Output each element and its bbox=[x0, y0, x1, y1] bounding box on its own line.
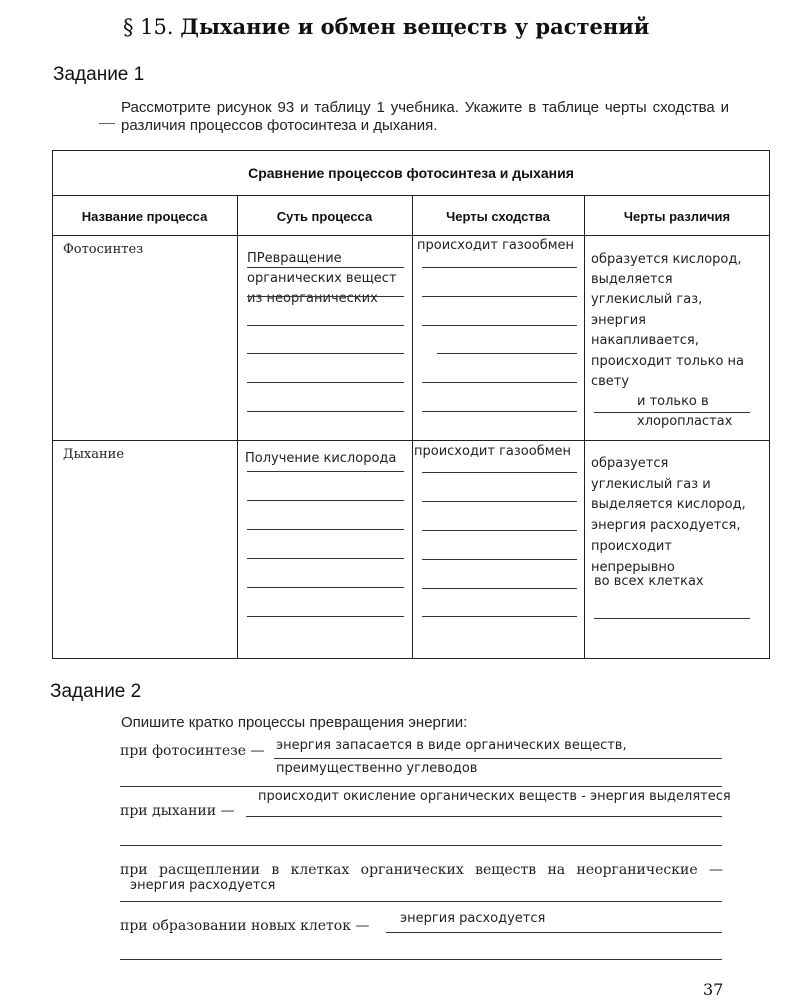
task1-heading: Задание 1 bbox=[53, 64, 145, 85]
respiration-difference-line[interactable]: во всех клетках bbox=[594, 574, 704, 589]
row-name-respiration: Дыхание bbox=[63, 447, 125, 462]
photosynthesis-similarity-line[interactable]: происходит газообмен bbox=[417, 238, 575, 253]
answer-line bbox=[120, 959, 722, 960]
respiration-difference-line[interactable]: углекислый газ и bbox=[591, 477, 711, 492]
energy-answer-breakdown[interactable]: энергия расходуется bbox=[130, 878, 276, 893]
table-divider bbox=[52, 440, 770, 441]
task1-instruction: Рассмотрите рисунок 93 и таблицу 1 учебника. Укажите в таблице черты сходства и различия процессов фотосинтеза и дыхания. bbox=[121, 99, 729, 134]
energy-answer-photosynthesis[interactable]: энергия запасается в виде органических веществ, bbox=[276, 738, 627, 753]
respiration-essence-line[interactable]: Получение кислорода bbox=[245, 451, 397, 466]
photosynthesis-difference-line[interactable]: энергия bbox=[591, 313, 646, 328]
column-header-difference: Черты различия bbox=[623, 208, 731, 224]
page-title bbox=[123, 14, 649, 39]
answer-line bbox=[247, 587, 404, 588]
answer-line bbox=[594, 618, 750, 619]
respiration-difference-line[interactable]: образуется bbox=[591, 456, 669, 471]
answer-line bbox=[247, 353, 404, 354]
answer-line bbox=[247, 325, 404, 326]
answer-line bbox=[386, 932, 722, 933]
answer-line bbox=[247, 382, 404, 383]
answer-line bbox=[422, 501, 577, 502]
answer-line bbox=[247, 296, 404, 297]
answer-line bbox=[120, 845, 722, 846]
section-title: Дыхание и обмен веществ у растений bbox=[180, 14, 650, 39]
answer-line bbox=[437, 353, 577, 354]
photosynthesis-essence-line[interactable]: ПРевращение bbox=[247, 251, 342, 266]
respiration-difference-line[interactable]: непрерывно bbox=[591, 560, 675, 575]
column-header-process-name: Название процесса bbox=[81, 208, 208, 224]
answer-line bbox=[422, 382, 577, 383]
answer-line bbox=[247, 529, 404, 530]
photosynthesis-essence-line[interactable]: из неорганических bbox=[247, 291, 378, 306]
answer-line bbox=[247, 500, 404, 501]
table-column-divider bbox=[237, 195, 238, 659]
instruction-dash bbox=[99, 123, 115, 124]
answer-line bbox=[422, 472, 577, 473]
respiration-difference-line[interactable]: происходит bbox=[591, 539, 672, 554]
energy-label-photosynthesis: при фотосинтезе — bbox=[120, 743, 265, 759]
answer-line bbox=[422, 325, 577, 326]
photosynthesis-difference-line[interactable]: и только в bbox=[637, 394, 709, 409]
task2-instruction: Опишите кратко процессы превращения энергии: bbox=[121, 714, 468, 731]
respiration-difference-line[interactable]: выделяется кислород, bbox=[591, 497, 746, 512]
answer-line bbox=[422, 616, 577, 617]
answer-line bbox=[247, 558, 404, 559]
table-column-divider bbox=[412, 195, 413, 659]
energy-label-respiration: при дыхании — bbox=[120, 803, 235, 819]
answer-line bbox=[120, 901, 722, 902]
answer-line bbox=[422, 530, 577, 531]
column-header-similarity: Черты сходства bbox=[446, 208, 550, 224]
energy-label-breakdown: при расщеплении в клетках органических веществ на неорганические — bbox=[120, 862, 723, 878]
photosynthesis-difference-line[interactable]: хлоропластах bbox=[637, 414, 733, 429]
energy-label-new-cells: при образовании новых клеток — bbox=[120, 918, 370, 934]
answer-line bbox=[120, 786, 722, 787]
answer-line bbox=[247, 616, 404, 617]
answer-line bbox=[422, 267, 577, 268]
page-number: 37 bbox=[703, 980, 724, 999]
table-caption: Сравнение процессов фотосинтеза и дыхания bbox=[248, 165, 574, 181]
answer-line bbox=[422, 296, 577, 297]
energy-answer-new-cells[interactable]: энергия расходуется bbox=[400, 911, 546, 926]
answer-line bbox=[246, 816, 722, 817]
photosynthesis-essence-line[interactable]: органических вещест bbox=[247, 271, 397, 286]
energy-answer-photosynthesis-cont[interactable]: преимущественно углеводов bbox=[276, 761, 478, 776]
respiration-similarity-line[interactable]: происходит газообмен bbox=[414, 444, 572, 459]
photosynthesis-difference-line[interactable]: происходит только на bbox=[591, 354, 744, 369]
table-column-divider bbox=[584, 195, 585, 659]
column-header-essence: Суть процесса bbox=[276, 208, 373, 224]
answer-line bbox=[422, 559, 577, 560]
section-number: § 15. bbox=[123, 15, 174, 39]
energy-answer-respiration[interactable]: происходит окисление органических веществ - энергия выделятеся bbox=[258, 789, 731, 804]
photosynthesis-difference-line[interactable]: свету bbox=[591, 374, 630, 389]
answer-line bbox=[247, 267, 404, 268]
answer-line bbox=[247, 411, 404, 412]
photosynthesis-difference-line[interactable]: выделяется bbox=[591, 272, 673, 287]
answer-line bbox=[274, 758, 722, 759]
photosynthesis-difference-line[interactable]: образуется кислород, bbox=[591, 252, 742, 267]
row-name-photosynthesis: Фотосинтез bbox=[63, 242, 144, 257]
task2-heading: Задание 2 bbox=[50, 681, 142, 702]
respiration-difference-line[interactable]: энергия расходуется, bbox=[591, 518, 741, 533]
photosynthesis-difference-line[interactable]: углекислый газ, bbox=[591, 292, 703, 307]
answer-line bbox=[422, 588, 577, 589]
answer-line bbox=[422, 411, 577, 412]
answer-line bbox=[247, 471, 404, 472]
photosynthesis-difference-line[interactable]: накапливается, bbox=[591, 333, 699, 348]
